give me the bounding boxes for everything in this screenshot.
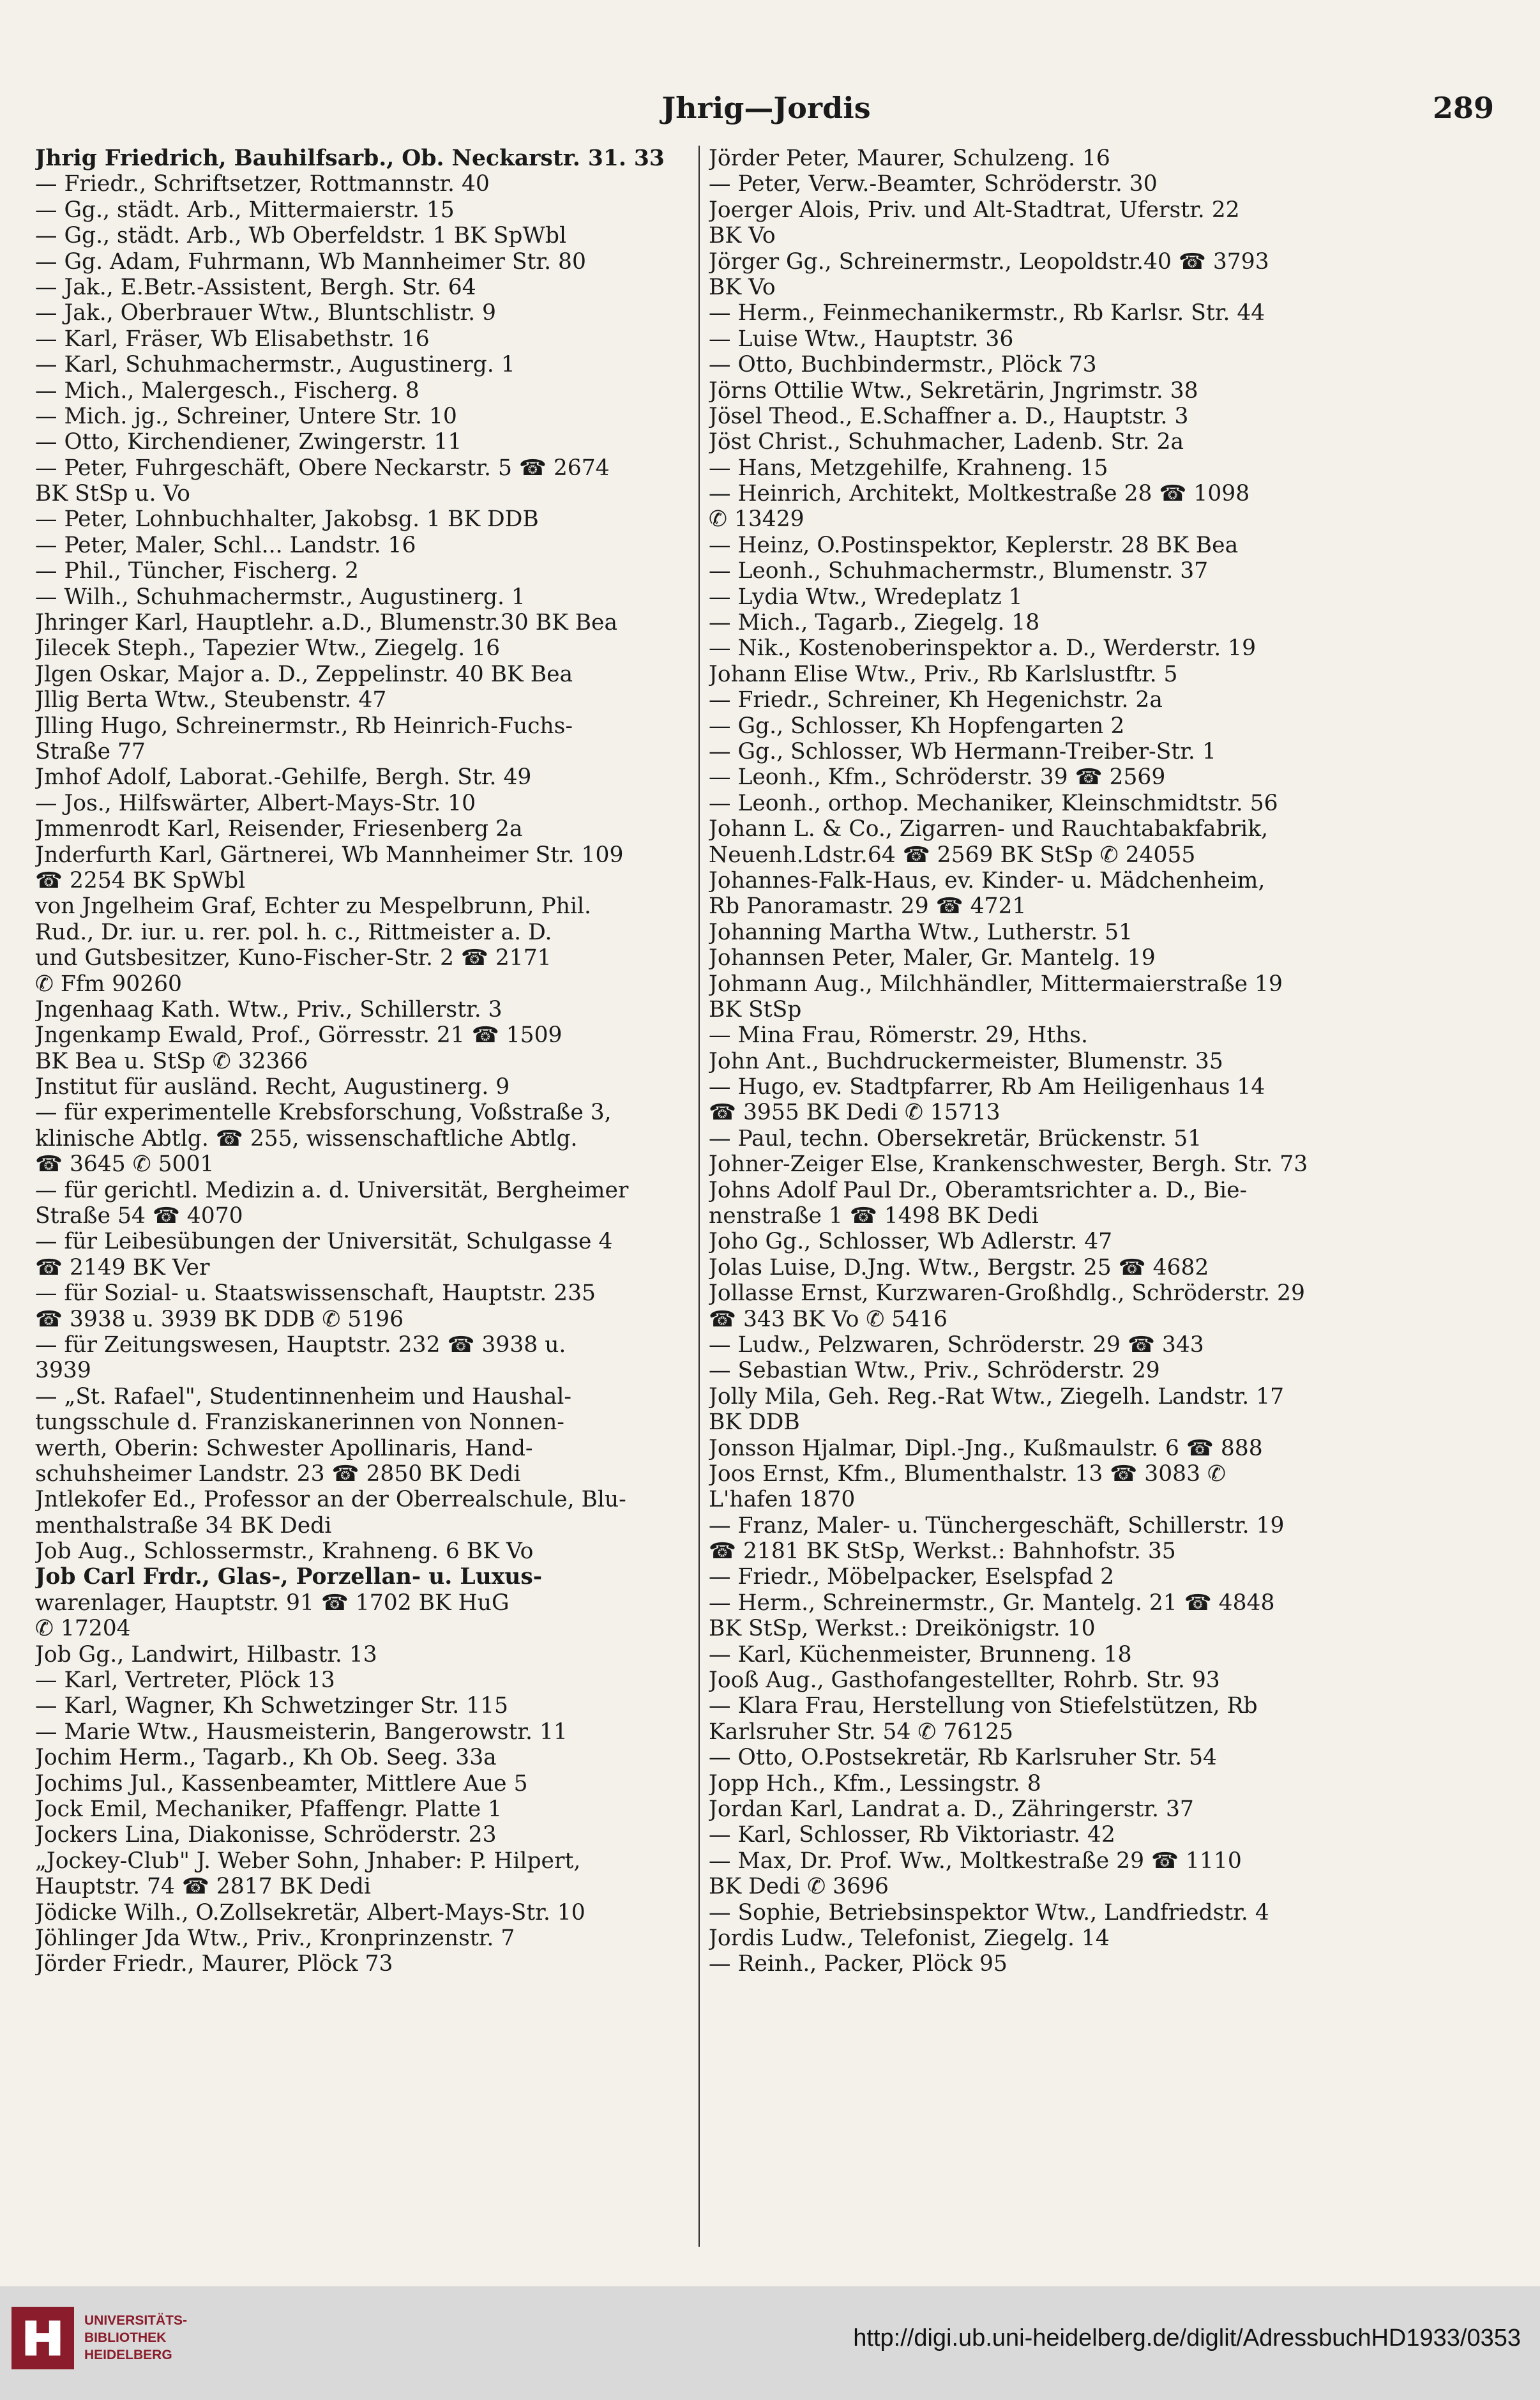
- directory-entry-line: Jöst Christ., Schuhmacher, Ladenb. Str. 2a: [709, 429, 1184, 455]
- directory-entry-line: „Jockey-Club" J. Weber Sohn, Jnhaber: P. Hilpert,: [35, 1848, 581, 1874]
- directory-entry-line: ☎ 2181 BK StSp, Werkst.: Bahnhofstr. 35: [709, 1538, 1176, 1565]
- directory-entry-line: Johns Adolf Paul Dr., Oberamtsrichter a. D., Bie-: [709, 1177, 1248, 1203]
- directory-entry-line: L'hafen 1870: [709, 1487, 856, 1513]
- directory-entry-line: — Peter, Fuhrgeschäft, Obere Neckarstr. 5 ☎ 2674: [35, 455, 610, 481]
- directory-entry-line: BK StSp u. Vo: [35, 481, 190, 507]
- directory-entry-line: — Jos., Hilfswärter, Albert-Mays-Str. 10: [35, 790, 476, 816]
- directory-entry-line: Jöhlinger Jda Wtw., Priv., Kronprinzenstr. 7: [35, 1925, 515, 1951]
- directory-entry-line: — Lydia Wtw., Wredeplatz 1: [709, 584, 1023, 610]
- directory-entry-line: tungsschule d. Franziskanerinnen von Nonnen-: [35, 1409, 564, 1436]
- directory-entry-line: — Jak., Oberbrauer Wtw., Bluntschlistr. 9: [35, 300, 497, 326]
- directory-entry-line: Jödicke Wilh., O.Zollsekretär, Albert-Mays-Str. 10: [35, 1899, 585, 1925]
- library-name-line: HEIDELBERG: [84, 2348, 172, 2362]
- directory-entry-line: Jörger Gg., Schreinermstr., Leopoldstr.40 ☎ 3793: [709, 248, 1269, 275]
- directory-entry-line: Job Carl Frdr., Glas-, Porzellan- u. Luxus-: [35, 1564, 543, 1590]
- library-logo-icon: [11, 2307, 74, 2369]
- directory-entry-line: Jhrig Friedrich, Bauhilfsarb., Ob. Neckarstr. 31. 33: [35, 146, 665, 171]
- directory-entry-line: Jordis Ludw., Telefonist, Ziegelg. 14: [709, 1925, 1110, 1951]
- directory-entry-line: — Karl, Küchenmeister, Brunneng. 18: [709, 1641, 1132, 1667]
- directory-entry-line: Johannsen Peter, Maler, Gr. Mantelg. 19: [709, 945, 1156, 971]
- directory-entry-line: — Herm., Schreinermstr., Gr. Mantelg. 21 ☎ 4848: [709, 1590, 1275, 1616]
- directory-entry-line: Johanning Martha Wtw., Lutherstr. 51: [709, 919, 1133, 945]
- directory-entry-line: — Karl, Fräser, Wb Elisabethstr. 16: [35, 326, 430, 352]
- directory-entry-line: — Franz, Maler- u. Tünchergeschäft, Schillerstr. 19: [709, 1512, 1285, 1538]
- directory-entry-line: Jooß Aug., Gasthofangestellter, Rohrb. Str. 93: [709, 1667, 1220, 1694]
- directory-entry-line: — Phil., Tüncher, Fischerg. 2: [35, 558, 359, 584]
- footer-bar: [0, 2286, 1540, 2400]
- left-column: [35, 146, 699, 1977]
- directory-entry-line: — Max, Dr. Prof. Ww., Moltkestraße 29 ☎ 1110: [709, 1848, 1242, 1874]
- directory-entry-line: Johann L. & Co., Zigarren- und Rauchtabakfabrik,: [709, 816, 1269, 842]
- directory-entry-line: — Marie Wtw., Hausmeisterin, Bangerowstr. 11: [35, 1719, 568, 1745]
- directory-entry-line: Jngenhaag Kath. Wtw., Priv., Schillerstr. 3: [35, 996, 502, 1022]
- directory-entry-line: Neuenh.Ldstr.64 ☎ 2569 BK StSp ✆ 24055: [709, 842, 1196, 868]
- library-name-line: BIBLIOTHEK: [84, 2330, 167, 2345]
- directory-entry-line: — Karl, Vertreter, Plöck 13: [35, 1667, 335, 1694]
- directory-entry-line: ✆ 17204: [35, 1616, 131, 1642]
- directory-entry-line: Jhringer Karl, Hauptlehr. a.D., Blumenstr.30 BK Bea: [35, 610, 618, 636]
- directory-entry-line: — Otto, Buchbindermstr., Plöck 73: [709, 352, 1097, 378]
- directory-entry-line: Jopp Hch., Kfm., Lessingstr. 8: [709, 1770, 1041, 1796]
- directory-entry-line: — Luise Wtw., Hauptstr. 36: [709, 326, 1014, 352]
- directory-entry-line: — Hans, Metzgehilfe, Krahneng. 15: [709, 455, 1108, 481]
- directory-entry-line: Job Aug., Schlossermstr., Krahneng. 6 BK Vo: [35, 1538, 534, 1565]
- directory-entry-line: Joho Gg., Schlosser, Wb Adlerstr. 47: [709, 1229, 1113, 1255]
- directory-entry-line: — Wilh., Schuhmachermstr., Augustinerg. 1: [35, 584, 525, 610]
- directory-entry-line: — Gg., städt. Arb., Wb Oberfeldstr. 1 BK SpWbl: [35, 223, 567, 249]
- directory-entry-line: BK DDB: [709, 1409, 800, 1436]
- directory-entry-line: — Sophie, Betriebsinspektor Wtw., Landfriedstr. 4: [709, 1899, 1269, 1925]
- directory-entry-line: Jock Emil, Mechaniker, Pfaffengr. Platte 1: [35, 1796, 502, 1822]
- right-column: [709, 146, 1373, 1977]
- directory-entry-line: — Sebastian Wtw., Priv., Schröderstr. 29: [709, 1358, 1160, 1384]
- directory-entry-line: — Heinrich, Architekt, Moltkestraße 28 ☎ 1098: [709, 481, 1250, 507]
- directory-entry-line: — Peter, Maler, Schl... Landstr. 16: [35, 532, 416, 558]
- directory-entry-line: Jonsson Hjalmar, Dipl.-Jng., Kußmaulstr. 6 ☎ 888: [709, 1435, 1263, 1461]
- directory-entry-line: Rb Panoramastr. 29 ☎ 4721: [709, 893, 1027, 920]
- directory-entry-line: Jntlekofer Ed., Professor an der Oberrealschule, Blu-: [35, 1487, 626, 1513]
- directory-entry-line: — Peter, Lohnbuchhalter, Jakobsg. 1 BK DDB: [35, 506, 539, 533]
- directory-entry-line: Jllig Berta Wtw., Steubenstr. 47: [35, 687, 387, 713]
- directory-entry-line: werth, Oberin: Schwester Apollinaris, Hand-: [35, 1435, 533, 1461]
- directory-entry-line: Jörder Peter, Maurer, Schulzeng. 16: [709, 146, 1110, 171]
- directory-entry-line: — Hugo, ev. Stadtpfarrer, Rb Am Heiligenhaus 14: [709, 1074, 1265, 1100]
- directory-entry-line: — Otto, Kirchendiener, Zwingerstr. 11: [35, 429, 462, 455]
- directory-entry-line: warenlager, Hauptstr. 91 ☎ 1702 BK HuG: [35, 1590, 510, 1616]
- directory-entry-line: — Ludw., Pelzwaren, Schröderstr. 29 ☎ 343: [709, 1332, 1204, 1358]
- directory-entry-line: klinische Abtlg. ☎ 255, wissenschaftliche Abtlg.: [35, 1125, 578, 1151]
- directory-entry-line: Job Gg., Landwirt, Hilbastr. 13: [35, 1641, 377, 1667]
- directory-entry-line: Jnstitut für ausländ. Recht, Augustinerg. 9: [35, 1074, 510, 1100]
- directory-entry-line: — Mina Frau, Römerstr. 29, Hths.: [709, 1022, 1088, 1049]
- directory-entry-line: Joerger Alois, Priv. und Alt-Stadtrat, Uferstr. 22: [709, 197, 1240, 223]
- directory-entry-line: — Leonh., Schuhmachermstr., Blumenstr. 37: [709, 558, 1209, 584]
- directory-entry-line: Jmhof Adolf, Laborat.-Gehilfe, Bergh. Str. 49: [35, 764, 532, 791]
- directory-entry-line: und Gutsbesitzer, Kuno-Fischer-Str. 2 ☎ 2171: [35, 945, 552, 971]
- directory-entry-line: Straße 54 ☎ 4070: [35, 1203, 243, 1229]
- directory-entry-line: — Mich., Malergesch., Fischerg. 8: [35, 377, 419, 404]
- directory-entry-line: — „St. Rafael", Studentinnenheim und Haushal-: [35, 1383, 572, 1409]
- directory-entry-line: — Karl, Schuhmachermstr., Augustinerg. 1: [35, 352, 515, 378]
- page-header: [38, 84, 1494, 129]
- directory-entry-line: Jnderfurth Karl, Gärtnerei, Wb Mannheimer Str. 109: [35, 842, 624, 868]
- directory-entry-line: — für Sozial- u. Staatswissenschaft, Hauptstr. 235: [35, 1280, 596, 1307]
- directory-entry-line: BK StSp, Werkst.: Dreikönigstr. 10: [709, 1616, 1096, 1642]
- page-number: 289: [1432, 91, 1494, 125]
- directory-entry-line: Johannes-Falk-Haus, ev. Kinder- u. Mädchenheim,: [709, 867, 1265, 893]
- running-title: Jhrig—Jordis: [661, 91, 871, 125]
- directory-entry-line: Jilecek Steph., Tapezier Wtw., Ziegelg. 16: [35, 635, 501, 662]
- directory-entry-line: — Mich., Tagarb., Ziegelg. 18: [709, 610, 1040, 636]
- directory-entry-line: — Herm., Feinmechanikermstr., Rb Karlsr. Str. 44: [709, 300, 1265, 326]
- directory-entry-line: — Klara Frau, Herstellung von Stiefelstützen, Rb: [709, 1693, 1258, 1719]
- directory-entry-line: 3939: [35, 1358, 91, 1384]
- directory-entry-line: Jmmenrodt Karl, Reisender, Friesenberg 2a: [35, 816, 523, 842]
- directory-entry-line: — Gg., städt. Arb., Mittermaierstr. 15: [35, 197, 455, 223]
- directory-entry-line: Jollasse Ernst, Kurzwaren-Großhdlg., Schröderstr. 29: [709, 1280, 1305, 1307]
- directory-entry-line: Jlgen Oskar, Major a. D., Zeppelinstr. 40 BK Bea: [35, 661, 573, 687]
- directory-entry-line: Jochims Jul., Kassenbeamter, Mittlere Aue 5: [35, 1770, 528, 1796]
- directory-entry-line: ✆ 13429: [709, 506, 804, 533]
- directory-entry-line: — für Zeitungswesen, Hauptstr. 232 ☎ 3938 u.: [35, 1332, 566, 1358]
- directory-entry-line: Hauptstr. 74 ☎ 2817 BK Dedi: [35, 1874, 371, 1900]
- directory-entry-line: BK Vo: [709, 274, 776, 300]
- directory-entry-line: Jolly Mila, Geh. Reg.-Rat Wtw., Ziegelh. Landstr. 17: [709, 1383, 1285, 1409]
- directory-entry-line: — Leonh., orthop. Mechaniker, Kleinschmidtstr. 56: [709, 790, 1278, 816]
- directory-entry-line: Jörns Ottilie Wtw., Sekretärin, Jngrimstr. 38: [709, 377, 1198, 404]
- column-divider: [698, 146, 700, 2247]
- directory-entry-line: — Gg., Schlosser, Kh Hopfengarten 2: [709, 713, 1125, 739]
- directory-entry-line: ☎ 2149 BK Ver: [35, 1254, 210, 1280]
- directory-entry-line: — für experimentelle Krebsforschung, Voßstraße 3,: [35, 1100, 612, 1126]
- directory-entry-line: Jochim Herm., Tagarb., Kh Ob. Seeg. 33a: [35, 1745, 497, 1771]
- directory-entry-line: — für gerichtl. Medizin a. d. Universität, Bergheimer: [35, 1177, 629, 1203]
- directory-entry-line: Johann Elise Wtw., Priv., Rb Karlslustftr. 5: [709, 661, 1178, 687]
- directory-entry-line: ☎ 3645 ✆ 5001: [35, 1151, 215, 1178]
- directory-entry-line: — Gg. Adam, Fuhrmann, Wb Mannheimer Str. 80: [35, 248, 586, 275]
- directory-entry-line: Straße 77: [35, 738, 146, 764]
- directory-entry-line: BK StSp: [709, 996, 802, 1022]
- directory-entry-line: nenstraße 1 ☎ 1498 BK Dedi: [709, 1203, 1039, 1229]
- directory-entry-line: — Peter, Verw.-Beamter, Schröderstr. 30: [709, 171, 1158, 197]
- directory-entry-line: Karlsruher Str. 54 ✆ 76125: [709, 1719, 1014, 1745]
- directory-entry-line: Johmann Aug., Milchhändler, Mittermaierstraße 19: [709, 971, 1283, 997]
- directory-entry-line: — Leonh., Kfm., Schröderstr. 39 ☎ 2569: [709, 764, 1166, 791]
- directory-entry-line: — Friedr., Möbelpacker, Eselspfad 2: [709, 1564, 1115, 1590]
- directory-entry-line: von Jngelheim Graf, Echter zu Mespelbrunn, Phil.: [35, 893, 591, 920]
- directory-entry-line: — Otto, O.Postsekretär, Rb Karlsruher Str. 54: [709, 1745, 1218, 1771]
- directory-entry-line: — Jak., E.Betr.-Assistent, Bergh. Str. 64: [35, 274, 476, 300]
- library-name: [84, 2312, 187, 2364]
- directory-entry-line: BK Dedi ✆ 3696: [709, 1874, 889, 1900]
- directory-entry-line: Jngenkamp Ewald, Prof., Görresstr. 21 ☎ 1509: [35, 1022, 562, 1049]
- directory-entry-line: Rud., Dr. iur. u. rer. pol. h. c., Rittmeister a. D.: [35, 919, 552, 945]
- directory-entry-line: — Mich. jg., Schreiner, Untere Str. 10: [35, 403, 457, 429]
- directory-entry-line: — Heinz, O.Postinspektor, Keplerstr. 28 BK Bea: [709, 532, 1239, 558]
- directory-entry-line: ☎ 343 BK Vo ✆ 5416: [709, 1306, 948, 1332]
- directory-entry-line: Jlling Hugo, Schreinermstr., Rb Heinrich-Fuchs-: [35, 713, 573, 739]
- directory-entry-line: — Reinh., Packer, Plöck 95: [709, 1951, 1008, 1977]
- directory-entry-line: Jordan Karl, Landrat a. D., Zähringerstr. 37: [709, 1796, 1194, 1822]
- directory-entry-line: BK Bea u. StSp ✆ 32366: [35, 1048, 308, 1074]
- directory-entry-line: — Gg., Schlosser, Wb Hermann-Treiber-Str. 1: [709, 738, 1216, 764]
- directory-entry-line: — für Leibesübungen der Universität, Schulgasse 4: [35, 1229, 613, 1255]
- directory-entry-line: — Karl, Schlosser, Rb Viktoriastr. 42: [709, 1822, 1115, 1848]
- source-url[interactable]: http://digi.ub.uni-heidelberg.de/diglit/AdressbuchHD1933/0353: [853, 2325, 1521, 2351]
- directory-entry-line: Johner-Zeiger Else, Krankenschwester, Bergh. Str. 73: [709, 1151, 1308, 1178]
- directory-entry-line: Jösel Theod., E.Schaffner a. D., Hauptstr. 3: [709, 403, 1189, 429]
- directory-entry-line: BK Vo: [709, 223, 776, 249]
- directory-entry-line: — Friedr., Schriftsetzer, Rottmannstr. 40: [35, 171, 490, 197]
- library-name-line: UNIVERSITÄTS-: [84, 2313, 188, 2328]
- directory-entry-line: ☎ 3955 BK Dedi ✆ 15713: [709, 1100, 1000, 1126]
- directory-entry-line: schuhsheimer Landstr. 23 ☎ 2850 BK Dedi: [35, 1461, 521, 1487]
- directory-entry-line: — Paul, techn. Obersekretär, Brückenstr. 51: [709, 1125, 1202, 1151]
- directory-entry-line: John Ant., Buchdruckermeister, Blumenstr. 35: [709, 1048, 1223, 1074]
- directory-entry-line: ✆ Ffm 90260: [35, 971, 183, 997]
- directory-entry-line: — Karl, Wagner, Kh Schwetzinger Str. 115: [35, 1693, 508, 1719]
- directory-entry-line: Jolas Luise, D.Jng. Wtw., Bergstr. 25 ☎ 4682: [709, 1254, 1209, 1280]
- directory-entry-line: menthalstraße 34 BK Dedi: [35, 1512, 332, 1538]
- directory-entry-line: — Friedr., Schreiner, Kh Hegenichstr. 2a: [709, 687, 1163, 713]
- directory-entry-line: — Nik., Kostenoberinspektor a. D., Werderstr. 19: [709, 635, 1257, 662]
- directory-entry-line: ☎ 2254 BK SpWbl: [35, 867, 246, 893]
- directory-entry-line: Jörder Friedr., Maurer, Plöck 73: [35, 1951, 393, 1977]
- directory-entry-line: Joos Ernst, Kfm., Blumenthalstr. 13 ☎ 3083 ✆: [709, 1461, 1226, 1487]
- directory-entry-line: Jockers Lina, Diakonisse, Schröderstr. 23: [35, 1822, 497, 1848]
- directory-entry-line: ☎ 3938 u. 3939 BK DDB ✆ 5196: [35, 1306, 404, 1332]
